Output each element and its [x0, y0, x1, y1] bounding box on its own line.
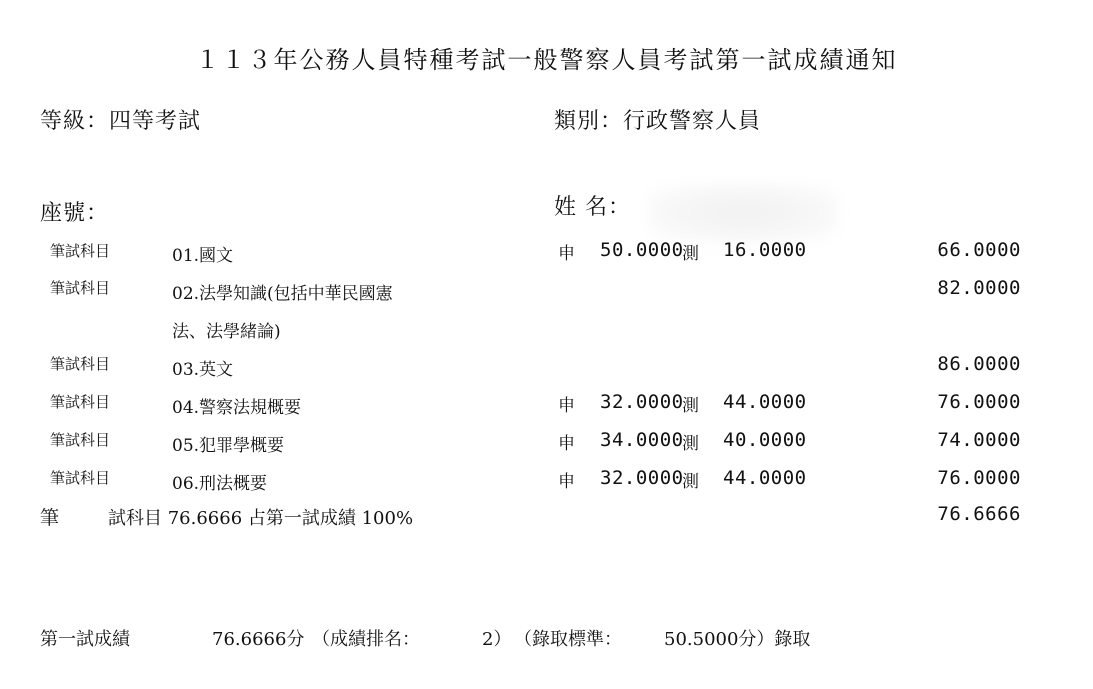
- final-rank-label: （成績排名：: [312, 629, 420, 650]
- row-type-6: 筆試科目: [50, 469, 111, 487]
- row-score-1: 66.0000: [937, 239, 1021, 261]
- row-shen-mark-4: 申: [558, 396, 575, 416]
- row-type-1: 筆試科目: [50, 242, 111, 260]
- row-type-5: 筆試科目: [50, 431, 111, 449]
- row-shen-4: 32.0000: [600, 391, 684, 413]
- row-shen-mark-6: 申: [558, 472, 575, 492]
- row-subject-4: 04.警察法規概要: [172, 398, 302, 418]
- summary-text: 試科目 76.6666 占第一試成績 100%: [108, 508, 414, 529]
- row-shen-1: 50.0000: [600, 239, 684, 261]
- row-type-2: 筆試科目: [50, 279, 111, 297]
- grade-field: [40, 104, 201, 135]
- row-subject-3: 03.英文: [172, 360, 234, 380]
- summary-lead: 筆: [40, 507, 60, 529]
- name-field: [554, 190, 631, 221]
- category-field: [554, 104, 761, 135]
- seat-field: [40, 196, 109, 227]
- category-label: 類別：: [554, 109, 624, 134]
- row-subject-5: 05.犯罪學概要: [172, 436, 285, 456]
- row-ce-mark-5: 測: [682, 434, 699, 454]
- row-shen-5: 34.0000: [600, 429, 684, 451]
- summary-score: 76.6666: [937, 503, 1021, 525]
- row-score-4: 76.0000: [937, 391, 1021, 413]
- final-rank: 2）: [482, 629, 512, 650]
- name-label: 姓 名：: [554, 195, 631, 220]
- final-label: 第一試成績: [40, 629, 130, 650]
- row-ce-mark-4: 測: [682, 396, 699, 416]
- row-ce-mark-1: 測: [682, 244, 699, 264]
- seat-label: 座號：: [40, 201, 110, 226]
- row-score-3: 86.0000: [937, 353, 1021, 375]
- category-value: 行政警察人員: [623, 109, 762, 134]
- row-shen-mark-5: 申: [558, 434, 575, 454]
- redacted-name-blur: [648, 184, 838, 242]
- row-ce-mark-6: 測: [682, 472, 699, 492]
- row-subject-2: 02.法學知識(包括中華民國憲: [172, 284, 393, 304]
- row-shen-mark-1: 申: [558, 244, 575, 264]
- final-standard: 50.5000分）錄取: [664, 629, 811, 650]
- row-subject-2-cont: 法、法學緒論): [172, 322, 281, 342]
- row-ce-6: 44.0000: [723, 467, 807, 489]
- row-type-4: 筆試科目: [50, 393, 111, 411]
- row-subject-1: 01.國文: [172, 246, 234, 266]
- row-score-2: 82.0000: [937, 277, 1021, 299]
- row-type-3: 筆試科目: [50, 355, 111, 373]
- notice-title: １１３年公務人員特種考試一般警察人員考試第一試成績通知: [195, 46, 898, 74]
- grade-label: 等級：: [40, 109, 110, 134]
- row-ce-4: 44.0000: [723, 391, 807, 413]
- grade-value: 四等考試: [109, 109, 202, 134]
- final-standard-label: （錄取標準：: [514, 629, 622, 650]
- final-score: 76.6666分: [212, 629, 305, 650]
- row-ce-1: 16.0000: [723, 239, 807, 261]
- row-ce-5: 40.0000: [723, 429, 807, 451]
- row-score-6: 76.0000: [937, 467, 1021, 489]
- row-subject-6: 06.刑法概要: [172, 474, 268, 494]
- row-score-5: 74.0000: [937, 429, 1021, 451]
- row-shen-6: 32.0000: [600, 467, 684, 489]
